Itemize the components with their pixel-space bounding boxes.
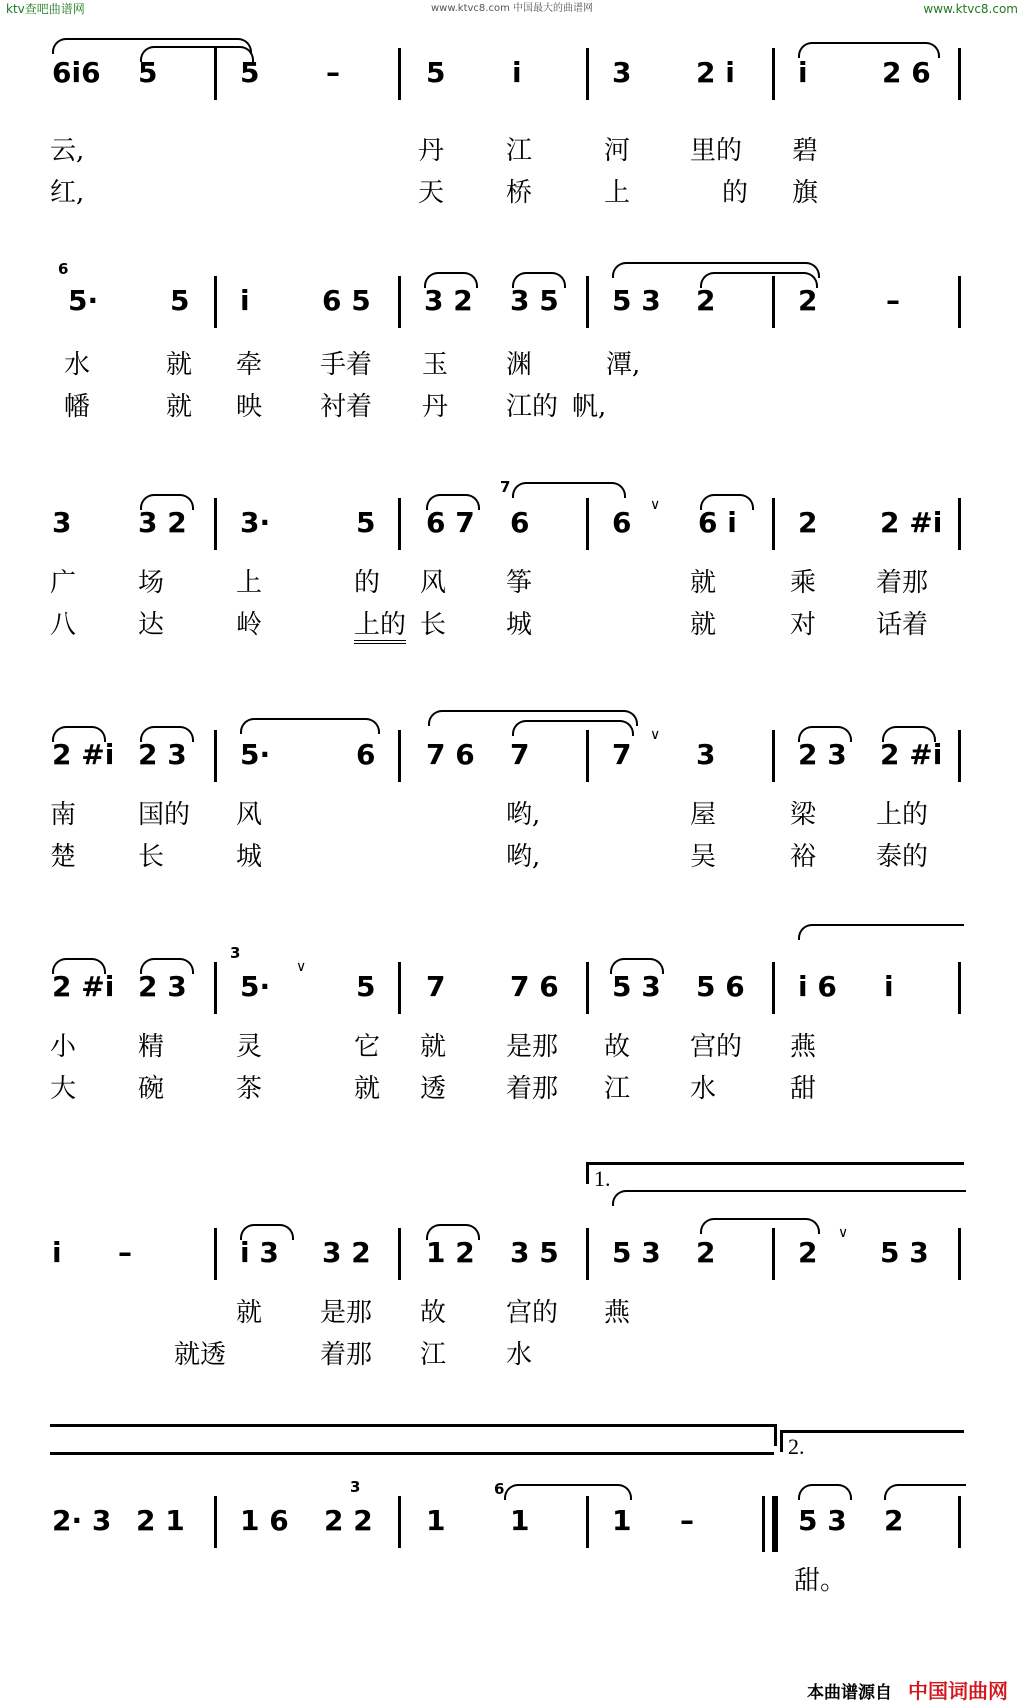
lyric: 宫的 xyxy=(506,1298,559,1328)
slur xyxy=(512,720,634,736)
note: 2 xyxy=(798,1236,818,1269)
notes-line xyxy=(0,1504,1024,1554)
barline xyxy=(214,48,217,100)
note: 2 2 xyxy=(324,1504,373,1537)
note: 6i6 xyxy=(52,56,101,89)
note: 6 5 xyxy=(322,284,371,317)
lyric-line-2 xyxy=(0,1340,1024,1374)
barline xyxy=(586,962,589,1014)
note: 5 3 xyxy=(880,1236,929,1269)
lyric: 水 xyxy=(64,350,91,380)
lyric-line-1 xyxy=(0,1032,1024,1066)
note: i xyxy=(884,970,894,1003)
note: 6 7 xyxy=(426,506,475,539)
note: 5 3 xyxy=(798,1504,847,1537)
lyric: 乘 xyxy=(790,568,817,598)
barline xyxy=(958,276,961,328)
lyric: 八 xyxy=(50,610,77,640)
lyric: 就透 xyxy=(174,1340,227,1370)
lyric: 着那 xyxy=(506,1074,559,1104)
lyric: 丹 xyxy=(418,136,445,166)
note: 5· xyxy=(240,970,271,1003)
volta-bracket xyxy=(780,1430,783,1452)
note: 5 xyxy=(356,506,376,539)
slur xyxy=(884,1484,966,1500)
lyric: 小 xyxy=(50,1032,77,1062)
lyric: 透 xyxy=(420,1074,447,1104)
notes-line xyxy=(0,738,1024,788)
note: 3 xyxy=(612,56,632,89)
note: 5 xyxy=(240,56,260,89)
lyric: 里的 xyxy=(690,136,743,166)
volta-bracket xyxy=(780,1430,964,1433)
lyric: 甜。 xyxy=(794,1566,847,1596)
lyric-line-1 xyxy=(0,136,1024,170)
lyric: 大 xyxy=(50,1074,77,1104)
lyric: 筝 xyxy=(506,568,533,598)
volta-label: 1. xyxy=(594,1166,611,1191)
lyric: 上 xyxy=(604,178,631,208)
note: 5 6 xyxy=(696,970,745,1003)
note: 2 xyxy=(798,506,818,539)
grace-note: 3 xyxy=(230,944,241,962)
slur xyxy=(240,718,380,734)
breath-mark: ∨ xyxy=(650,497,661,513)
slur xyxy=(798,924,964,940)
note: 7 xyxy=(426,970,446,1003)
lyric-line-2 xyxy=(0,610,1024,644)
lyric-line-1 xyxy=(0,1298,1024,1332)
volta-bracket xyxy=(586,1162,589,1184)
lyric: 长 xyxy=(138,842,165,872)
barline xyxy=(214,1496,217,1548)
lyric: 江的 xyxy=(506,392,559,422)
volta-bracket xyxy=(586,1162,964,1165)
barline xyxy=(586,1228,589,1280)
note: 1 2 xyxy=(426,1236,475,1269)
lyric: 灵 xyxy=(236,1032,263,1062)
lyric-line-1 xyxy=(0,568,1024,602)
note: 5 xyxy=(170,284,190,317)
note: 2 i xyxy=(696,56,735,89)
lyric: 上 xyxy=(236,568,263,598)
note: – xyxy=(680,1504,694,1537)
note: 5 xyxy=(138,56,158,89)
notes-line xyxy=(0,970,1024,1020)
note: 2 #i xyxy=(52,970,115,1003)
breath-mark: ∨ xyxy=(838,1225,849,1241)
barline xyxy=(214,730,217,782)
lyric: 风 xyxy=(420,568,447,598)
grace-note: 6 xyxy=(494,1480,505,1498)
lyric: 的 xyxy=(354,568,381,598)
note: 2 xyxy=(696,1236,716,1269)
lyric: 碧 xyxy=(792,136,819,166)
notes-line xyxy=(0,1236,1024,1286)
lyric: 甜 xyxy=(790,1074,817,1104)
note: 6 i xyxy=(698,506,737,539)
lyric: 哟, xyxy=(506,800,541,830)
note: 3 2 xyxy=(424,284,473,317)
lyric: 岭 xyxy=(236,610,263,640)
note: 6 xyxy=(510,506,530,539)
lyric: 着那 xyxy=(876,568,929,598)
note: 2 #i xyxy=(880,506,943,539)
note: i xyxy=(240,284,250,317)
note: 5 xyxy=(356,970,376,1003)
note: 2 #i xyxy=(880,738,943,771)
lyric: 衬着 xyxy=(320,392,373,422)
note: i 6 xyxy=(798,970,837,1003)
lyric: 幡 xyxy=(64,392,91,422)
note: i xyxy=(798,56,808,89)
lyric: 水 xyxy=(690,1074,717,1104)
lyric: 故 xyxy=(604,1032,631,1062)
note: 5 3 xyxy=(612,970,661,1003)
barline xyxy=(398,498,401,550)
grace-note: 3 xyxy=(350,1478,361,1496)
barline xyxy=(958,1228,961,1280)
lyric: 水 xyxy=(506,1340,533,1370)
slur xyxy=(512,482,626,498)
note: 1 6 xyxy=(240,1504,289,1537)
lyric: 丹 xyxy=(422,392,449,422)
lyric: 上的 xyxy=(354,610,406,644)
lyric: 风 xyxy=(236,800,263,830)
barline xyxy=(958,730,961,782)
barline xyxy=(772,276,775,328)
lyric: 场 xyxy=(138,568,165,598)
tie-line xyxy=(50,1452,774,1455)
lyric: 就 xyxy=(166,350,193,380)
note: 3· xyxy=(240,506,271,539)
lyric: 就 xyxy=(420,1032,447,1062)
note: 2 #i xyxy=(52,738,115,771)
tie-line xyxy=(50,1424,774,1427)
lyric: 城 xyxy=(506,610,533,640)
volta-label: 2. xyxy=(788,1434,805,1459)
lyric: 燕 xyxy=(790,1032,817,1062)
lyric: 哟, xyxy=(506,842,541,872)
note: 5· xyxy=(240,738,271,771)
note: 2 3 xyxy=(798,738,847,771)
lyric: 达 xyxy=(138,610,165,640)
breath-mark: ∨ xyxy=(650,727,661,743)
barline xyxy=(958,498,961,550)
lyric: 茶 xyxy=(236,1074,263,1104)
slur xyxy=(700,1218,820,1234)
slur xyxy=(612,1190,966,1206)
lyric: 精 xyxy=(138,1032,165,1062)
note: 6 xyxy=(356,738,376,771)
barline xyxy=(958,1496,961,1548)
note: i 3 xyxy=(240,1236,279,1269)
lyric: 广 xyxy=(50,568,77,598)
note: 1 xyxy=(612,1504,632,1537)
note: – xyxy=(886,284,900,317)
barline xyxy=(398,1228,401,1280)
barline xyxy=(586,48,589,100)
lyric: 泰的 xyxy=(876,842,929,872)
barline xyxy=(586,498,589,550)
lyric: 南 xyxy=(50,800,77,830)
slur xyxy=(504,1484,632,1500)
note: 3 xyxy=(52,506,72,539)
barline xyxy=(398,1496,401,1548)
barline xyxy=(772,730,775,782)
lyric: 河 xyxy=(604,136,631,166)
barline xyxy=(398,48,401,100)
lyric-line-2 xyxy=(0,1074,1024,1108)
note: – xyxy=(326,56,340,89)
top-center-watermark: www.ktvc8.com 中国最大的曲谱网 xyxy=(430,3,593,14)
lyric: 对 xyxy=(790,610,817,640)
footer-credit xyxy=(807,1675,1008,1704)
lyric: 天 xyxy=(418,178,445,208)
lyric: 渊 xyxy=(506,350,533,380)
slur xyxy=(798,1484,852,1500)
repeat-barline xyxy=(762,1496,765,1552)
barline xyxy=(214,1228,217,1280)
lyric: 着那 xyxy=(320,1340,373,1370)
note: 2 xyxy=(884,1504,904,1537)
lyric-line-1 xyxy=(0,1566,1024,1600)
lyric: 的 xyxy=(722,178,749,208)
barline xyxy=(214,276,217,328)
note: 5 3 xyxy=(612,284,661,317)
grace-note: 7 xyxy=(500,478,511,496)
note: 5 3 xyxy=(612,1236,661,1269)
top-right-watermark: www.ktvc8.com xyxy=(923,2,1018,16)
note: i xyxy=(512,56,522,89)
note: 2 xyxy=(798,284,818,317)
lyric: 桥 xyxy=(506,178,533,208)
lyric-line-1 xyxy=(0,350,1024,384)
lyric: 吴 xyxy=(690,842,717,872)
barline xyxy=(586,276,589,328)
barline xyxy=(772,498,775,550)
note: 2· 3 xyxy=(52,1504,112,1537)
lyric: 宫的 xyxy=(690,1032,743,1062)
barline xyxy=(772,1228,775,1280)
repeat-barline xyxy=(772,1496,778,1552)
tie-line xyxy=(774,1424,777,1446)
note: 2 3 xyxy=(138,738,187,771)
barline xyxy=(772,48,775,100)
note: 5· xyxy=(68,284,99,317)
note: 3 xyxy=(696,738,716,771)
note: 3 2 xyxy=(322,1236,371,1269)
lyric: 旗 xyxy=(792,178,819,208)
note: 3 5 xyxy=(510,284,559,317)
lyric: 上的 xyxy=(876,800,929,830)
note: 7 6 xyxy=(510,970,559,1003)
note: 1 xyxy=(510,1504,530,1537)
note: 5 xyxy=(426,56,446,89)
barline xyxy=(586,1496,589,1548)
note: 7 6 xyxy=(426,738,475,771)
lyric: 江 xyxy=(420,1340,447,1370)
lyric: 碗 xyxy=(138,1074,165,1104)
lyric: 江 xyxy=(506,136,533,166)
note: 3 2 xyxy=(138,506,187,539)
note: 1 xyxy=(426,1504,446,1537)
lyric: 映 xyxy=(236,392,263,422)
lyric: 玉 xyxy=(422,350,449,380)
note: 7 xyxy=(612,738,632,771)
note: 2 1 xyxy=(136,1504,185,1537)
lyric: 就 xyxy=(236,1298,263,1328)
grace-note: 6 xyxy=(58,260,69,278)
breath-mark: ∨ xyxy=(296,959,307,975)
barline xyxy=(586,730,589,782)
lyric: 云, xyxy=(50,136,85,166)
barline xyxy=(772,962,775,1014)
lyric: 手着 xyxy=(320,350,373,380)
footer-site-logo[interactable]: 中国词曲网 xyxy=(908,1679,1008,1703)
lyric: 屋 xyxy=(690,800,717,830)
note: – xyxy=(118,1236,132,1269)
note: 3 5 xyxy=(510,1236,559,1269)
note: 2 6 xyxy=(882,56,931,89)
lyric: 国的 xyxy=(138,800,191,830)
lyric: 就 xyxy=(690,610,717,640)
lyric: 故 xyxy=(420,1298,447,1328)
lyric-line-2 xyxy=(0,178,1024,212)
barline xyxy=(214,498,217,550)
note: 7 xyxy=(510,738,530,771)
barline xyxy=(398,962,401,1014)
lyric-line-1 xyxy=(0,800,1024,834)
lyric: 城 xyxy=(236,842,263,872)
lyric: 红, xyxy=(50,178,85,208)
lyric: 潭, xyxy=(606,350,641,380)
barline xyxy=(958,962,961,1014)
lyric: 裕 xyxy=(790,842,817,872)
lyric: 是那 xyxy=(506,1032,559,1062)
lyric: 牵 xyxy=(236,350,263,380)
lyric: 长 xyxy=(420,610,447,640)
barline xyxy=(398,276,401,328)
note: 2 xyxy=(696,284,716,317)
note: 2 3 xyxy=(138,970,187,1003)
barline xyxy=(958,48,961,100)
lyric-line-2 xyxy=(0,842,1024,876)
notes-line xyxy=(0,506,1024,556)
lyric: 江 xyxy=(604,1074,631,1104)
note: 6 xyxy=(612,506,632,539)
lyric: 是那 xyxy=(320,1298,373,1328)
lyric-line-2 xyxy=(0,392,1024,426)
lyric: 燕 xyxy=(604,1298,631,1328)
lyric: 梁 xyxy=(790,800,817,830)
footer-source: 本曲谱源自 xyxy=(807,1683,892,1703)
lyric: 就 xyxy=(166,392,193,422)
lyric: 就 xyxy=(690,568,717,598)
lyric: 话着 xyxy=(876,610,929,640)
top-left-watermark: ktv查吧曲谱网 xyxy=(6,2,85,16)
barline xyxy=(398,730,401,782)
note: i xyxy=(52,1236,62,1269)
notes-line xyxy=(0,56,1024,106)
lyric: 楚 xyxy=(50,842,77,872)
notes-line xyxy=(0,284,1024,334)
barline xyxy=(214,962,217,1014)
lyric: 帆, xyxy=(572,392,607,422)
lyric: 就 xyxy=(354,1074,381,1104)
lyric: 它 xyxy=(354,1032,381,1062)
